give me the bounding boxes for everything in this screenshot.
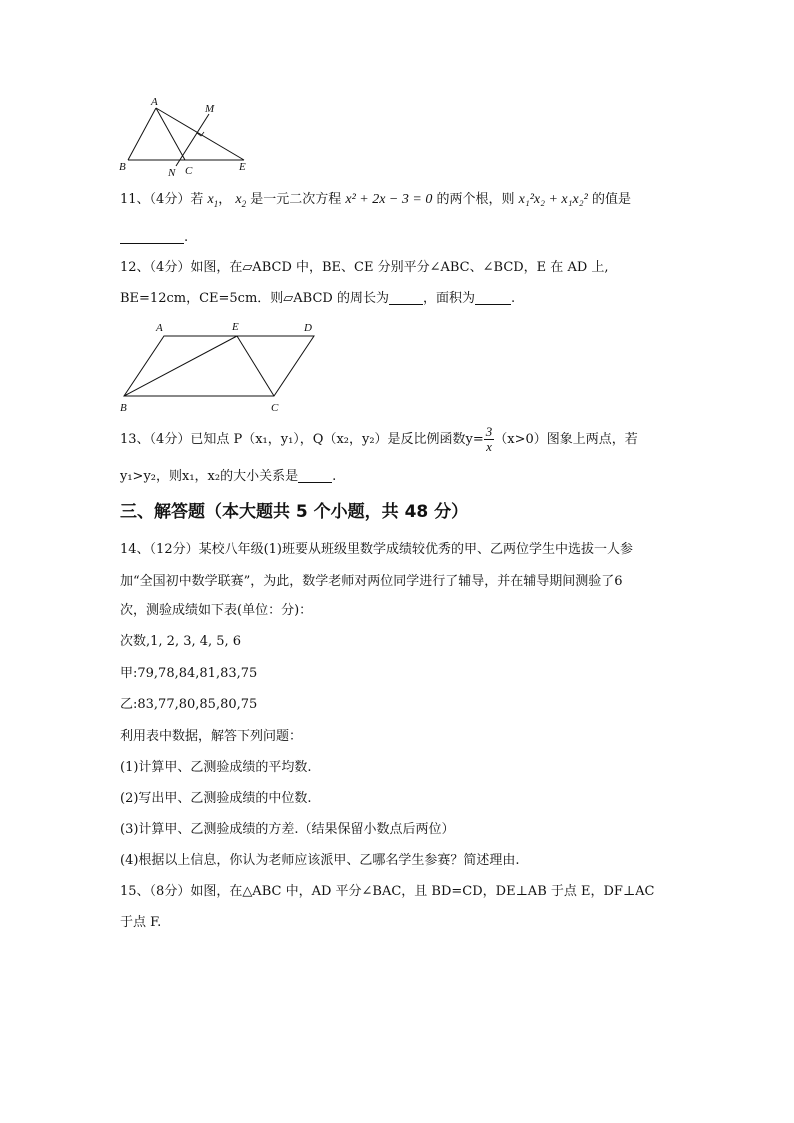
q13-text1a: 13、（4分）已知点 P（x₁，y₁），Q（x₂，y₂）是反比例函数y= [120, 432, 484, 447]
q12-text2a: BE=12cm，CE=5cm．则▱ABCD 的周长为 [120, 291, 389, 306]
q15-line2: 于点 F. [120, 915, 162, 930]
q11-x2: $x_2$ [235, 192, 247, 209]
q11-expression: x₁²x₂ + x₁x₂² [518, 192, 588, 207]
q13-text2b: . [332, 469, 337, 484]
q11-line2 [120, 228, 680, 248]
q14-sub1: (1)计算甲、乙测验成绩的平均数. [120, 760, 312, 775]
q14-sub4: (4)根据以上信息，你认为老师应该派甲、乙哪名学生参赛？简述理由. [120, 853, 520, 868]
q14-line3: 次，测验成绩如下表(单位：分)： [120, 603, 313, 618]
q14-row-times: 次数,1, 2, 3, 4, 5, 6 [120, 634, 242, 649]
q11-sep: ， [218, 192, 232, 207]
q14-row-jia: 甲:79,78,84,81,83,75 [120, 666, 258, 681]
q11-tail: 的两个根，则 [436, 192, 515, 207]
q12-label-E: E [232, 321, 239, 333]
label-N: N [168, 167, 176, 178]
q11-x1: $x_1$ [207, 192, 219, 209]
q13-line2 [120, 467, 680, 487]
q13-fraction: $\frac{3}{x}$ [485, 424, 493, 454]
label-A: A [151, 96, 158, 108]
q13-text2a: y₁>y₂，则x₁，x₂的大小关系是 [120, 469, 299, 484]
q14-line1: 14、（12分）某校八年级(1)班要从班级里数学成绩较优秀的甲、乙两位学生中选拔一人参 [120, 542, 633, 557]
q12-perimeter-blank[interactable] [389, 290, 423, 305]
q15-line1: 15、（8分）如图，在△ABC 中，AD 平分∠BAC，且 BD=CD，DE⊥AB 于点 E，DF⊥AC [120, 884, 655, 899]
q14-row-yi: 乙:83,77,80,85,80,75 [120, 697, 258, 712]
q11-end: 的值是 [591, 192, 631, 207]
section-heading: 三、解答题（本大题共 5 个小题，共 48 分） [120, 502, 469, 522]
q13-answer-blank[interactable] [298, 468, 332, 483]
q11-answer-blank[interactable] [120, 229, 184, 244]
q11-line1 [120, 190, 680, 214]
q12-label-A: A [156, 322, 163, 334]
q12-line2 [120, 289, 680, 309]
q12-label-D: D [304, 322, 312, 334]
q13-text1b: （x>0）图象上两点，若 [494, 432, 638, 447]
q11-equation: x² + 2x − 3 = 0 [345, 192, 433, 207]
q13-line1 [120, 420, 680, 460]
q11-mid: 是一元二次方程 [250, 192, 342, 207]
q11-prefix: 11、（4分）若 [120, 192, 204, 207]
q14-intro: 利用表中数据，解答下列问题： [120, 729, 303, 744]
q11-period: . [184, 230, 189, 245]
q12-text2c: . [511, 291, 516, 306]
q14-line2: 加“全国初中数学联赛”，为此，数学老师对两位同学进行了辅导，并在辅导期间测验了6 [120, 574, 623, 589]
q14-sub2: (2)写出甲、乙测验成绩的中位数. [120, 791, 312, 806]
q12-area-blank[interactable] [475, 290, 511, 305]
figure-q10 [110, 92, 260, 178]
q14-sub3: (3)计算甲、乙测验成绩的方差.（结果保留小数点后两位） [120, 822, 455, 837]
q12-line1 [120, 258, 680, 278]
label-E: E [239, 161, 246, 173]
label-B: B [119, 161, 126, 173]
figure-q12 [110, 316, 330, 416]
label-M: M [205, 103, 215, 115]
q12-text1: 12、（4分）如图，在▱ABCD 中，BE、CE 分别平分∠ABC、∠BCD，E 在 AD 上, [120, 260, 609, 275]
label-C: C [185, 165, 193, 177]
q12-label-B: B [120, 402, 127, 414]
q12-label-C: C [271, 402, 279, 414]
q12-text2b: ，面积为 [422, 291, 475, 306]
